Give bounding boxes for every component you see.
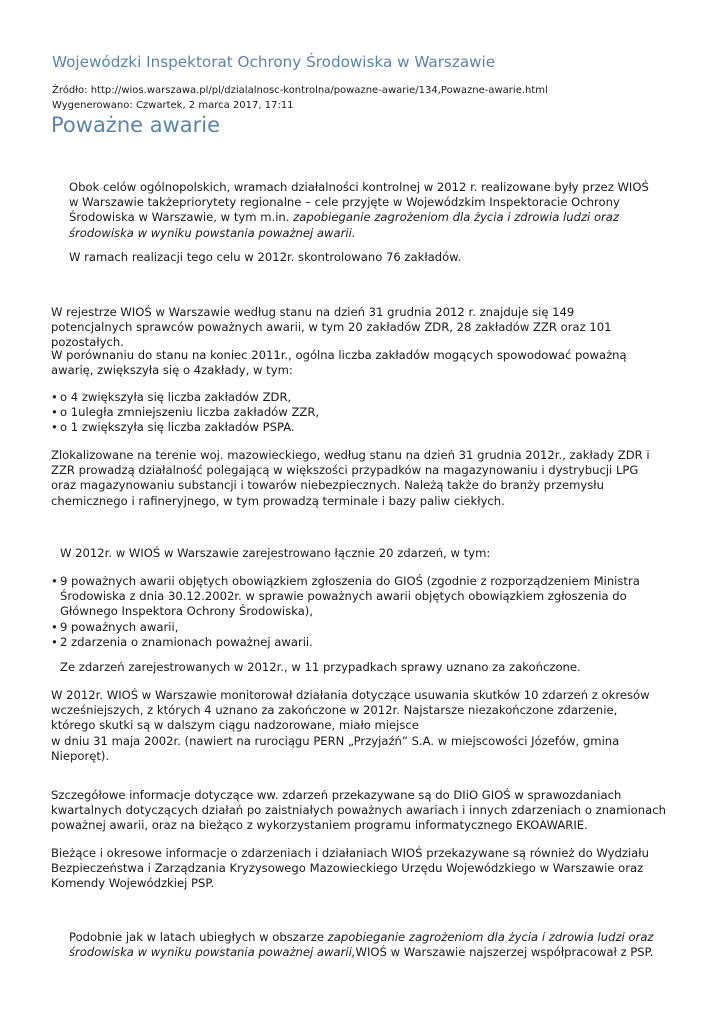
paragraph-cooperation: [69, 930, 659, 960]
paragraph-monitoring: [51, 688, 663, 764]
organization-title: Wojewódzki Inspektorat Ochrony Środowiska w Warszawie: [52, 53, 496, 71]
paragraph-events-2012: W 2012r. w WIOŚ w Warszawie zarejestrowano łącznie 20 zdarzeń, w tym:: [60, 546, 491, 560]
paragraph-text: Obok celów ogólnopolskich, wramach działalności kontrolnej w 2012 r. realizowane były przez WIOŚ w Warszawie takżepriorytety regionalne – cele przyjęte w Wojewódzkim Inspektoracie Ochrony Środowiska w Warszawie, w tym m.in.: [69, 180, 649, 225]
paragraph-information-flow: Bieżące i okresowe informacje o zdarzeniach i działaniach WIOŚ przekazywane są również do Wydziału Bezpieczeństwa i Zarządzania Kryzysowego Mazowieckiego Urzędu Wojewódzkiego w Warszawie oraz Komendy Wojewódzkiej PSP.: [51, 846, 649, 891]
paragraph-comparison: W porównaniu do stanu na koniec 2011r., ogólna liczba zakładów mogących spowodować poważną awarię, zwiększyła się o 4zakłady, w tym:: [51, 348, 627, 378]
paragraph-location: Zlokalizowane na terenie woj. mazowieckiego, według stanu na dzień 31 grudnia 2012r., zakłady ZDR i ZZR prowadzą działalność polegającą w większości przypadków na magazynowaniu i dystrybucji LPG oraz magazynowaniu substancji i towarów niebezpiecznych. Należą także do branży przemysłu chemicznego i rafineryjnego, w tym prowadzą terminale i bazy paliw ciekłych.: [51, 448, 650, 508]
list-item: • 9 poważnych awarii,: [51, 620, 673, 635]
list-item: • o 1 zwiększyła się liczba zakładów PSPA.: [51, 420, 651, 435]
list-events: [51, 574, 673, 650]
list-plant-changes: [51, 390, 651, 436]
list-item: • 9 poważnych awarii objętych obowiązkiem zgłoszenia do GIOŚ (zgodnie z rozporządzeniem Ministra Środowiska z dnia 30.12.2002r. w sprawie poważnych awarii objętych obowiązkiem zgłoszenia do Głównego Inspektora Ochrony Środowiska),: [51, 574, 673, 620]
emphasis-text: zapobieganie zagrożeniom dla życia i zdrowia ludzi oraz środowiska w wyniku powstania poważnej awarii.: [69, 210, 619, 240]
source-line: Źródło: http://wios.warszawa.pl/pl/dzialalnosc-kontrolna/powazne-awarie/134,Powazne-awarie.html: [52, 85, 548, 96]
paragraph-text: w dniu 31 maja 2002r. (nawiert na rurociągu PERN „Przyjaźń” S.A. w miejscowości Józefów, gmina Nieporęt).: [51, 733, 620, 763]
paragraph-text: Podobnie jak w latach ubiegłych w obszarze: [69, 930, 328, 944]
paragraph-registry: W rejestrze WIOŚ w Warszawie według stanu na dzień 31 grudnia 2012 r. znajduje się 149 potencjalnych sprawców poważnych awarii, w tym 20 zakładów ZDR, 28 zakładów ZZR oraz 101 pozostałych.: [51, 305, 612, 350]
list-item: • o 4 zwiększyła się liczba zakładów ZDR,: [51, 390, 651, 405]
page-title: Poważne awarie: [51, 113, 221, 137]
paragraph-reporting: Szczegółowe informacje dotyczące ww. zdarzeń przekazywane są do DIiO GIOŚ w sprawozdaniach kwartalnych dotyczących działań po zaistniałych poważnych awariach i innych zdarzeniach o znamionach poważnej awarii, oraz na bieżąco z wykorzystaniem programu informatycznego EKOAWARIE.: [51, 788, 666, 833]
paragraph-regional-priorities: [69, 180, 659, 241]
list-item: • o 1uległa zmniejszeniu liczba zakładów ZZR,: [51, 405, 651, 420]
paragraph-text: WIOŚ w Warszawie najszerzej współpracował z PSP.: [355, 945, 654, 960]
emphasis-text: zapobieganie zagrożeniom dla życia i zdrowia ludzi oraz środowiska w wyniku powstania poważnej awarii,: [69, 930, 654, 960]
paragraph-closed-cases: Ze zdarzeń zarejestrowanych w 2012r., w 11 przypadkach sprawy uznano za zakończone.: [60, 660, 581, 674]
paragraph-text: W 2012r. WIOŚ w Warszawie monitorował działania dotyczące usuwania skutków 10 zdarzeń z okresów wcześniejszych, z których 4 uznano za zakończone w 2012r. Najstarsze niezakończone zdarzenie, którego skutki są w dalszym ciągu nadzorowane, miało miejsce: [51, 688, 650, 733]
paragraph-inspections: W ramach realizacji tego celu w 2012r. skontrolowano 76 zakładów.: [69, 250, 462, 264]
generated-line: Wygenerowano: Czwartek, 2 marca 2017, 17:11: [52, 100, 294, 111]
list-item: • 2 zdarzenia o znamionach poważnej awarii.: [51, 635, 673, 650]
